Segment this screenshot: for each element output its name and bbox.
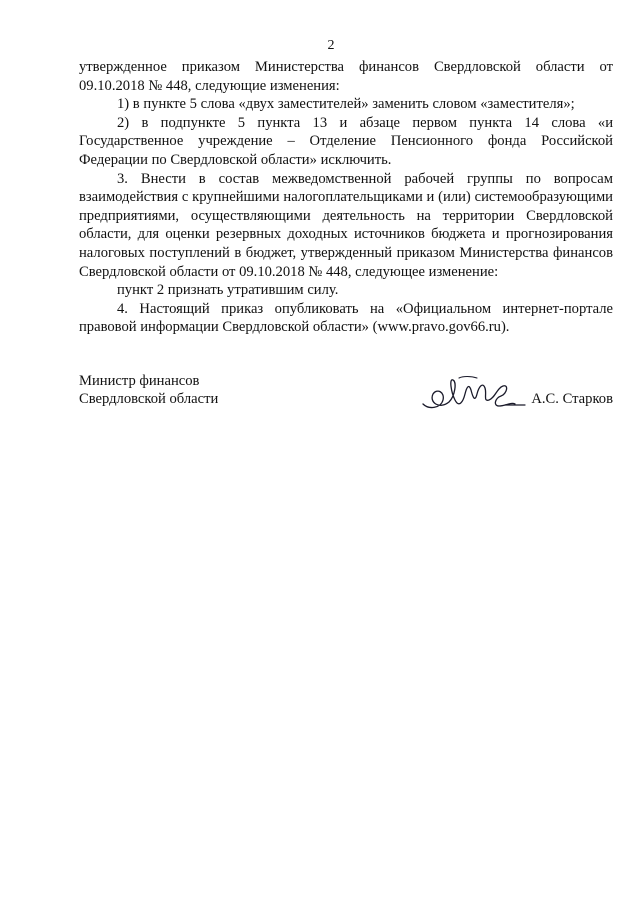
handwritten-signature (419, 372, 529, 414)
paragraph-item-1: 1) в пункте 5 слова «двух заместителей» заменить словом «заместителя»; (117, 96, 575, 113)
signatory-position-line-2: Свердловской области (79, 391, 219, 407)
signatory-name: А.С. Старков (531, 391, 613, 407)
paragraph-point-4: 4. Настоящий приказ опубликовать на «Официальном интернет-портале правовой информации Свердловской области» (www.pravo.gov66.ru). (79, 300, 613, 336)
document-body (79, 58, 613, 337)
paragraph-point-3: 3. Внести в состав межведомственной рабочей группы по вопросам взаимодействия с крупнейшими налогоплательщиками и (или) системообразующими предприятиями, осуществляющими деятельность на территории Свердловской области, для оценки резервных доходных источников бюджета и прогнозирования налоговых поступлений в бюджет, утвержденный приказом Министерства финансов Свердловской области от 09.10.2018 № 448, следующее изменение: (79, 170, 613, 280)
signature-block (79, 372, 613, 412)
page-number: 2 (327, 38, 335, 53)
paragraph-continuation: утвержденное приказом Министерства финансов Свердловской области от 09.10.2018 № 448, следующие изменения: (79, 59, 613, 94)
signatory-position-line-1: Министр финансов (79, 373, 200, 389)
paragraph-point-3-change: пункт 2 признать утратившим силу. (117, 282, 339, 299)
paragraph-item-2: 2) в подпункте 5 пункта 13 и абзаце первом пункта 14 слова «и Государственное учреждение – Отделение Пенсионного фонда Российской Федерации по Свердловской области» исключить. (79, 114, 613, 168)
